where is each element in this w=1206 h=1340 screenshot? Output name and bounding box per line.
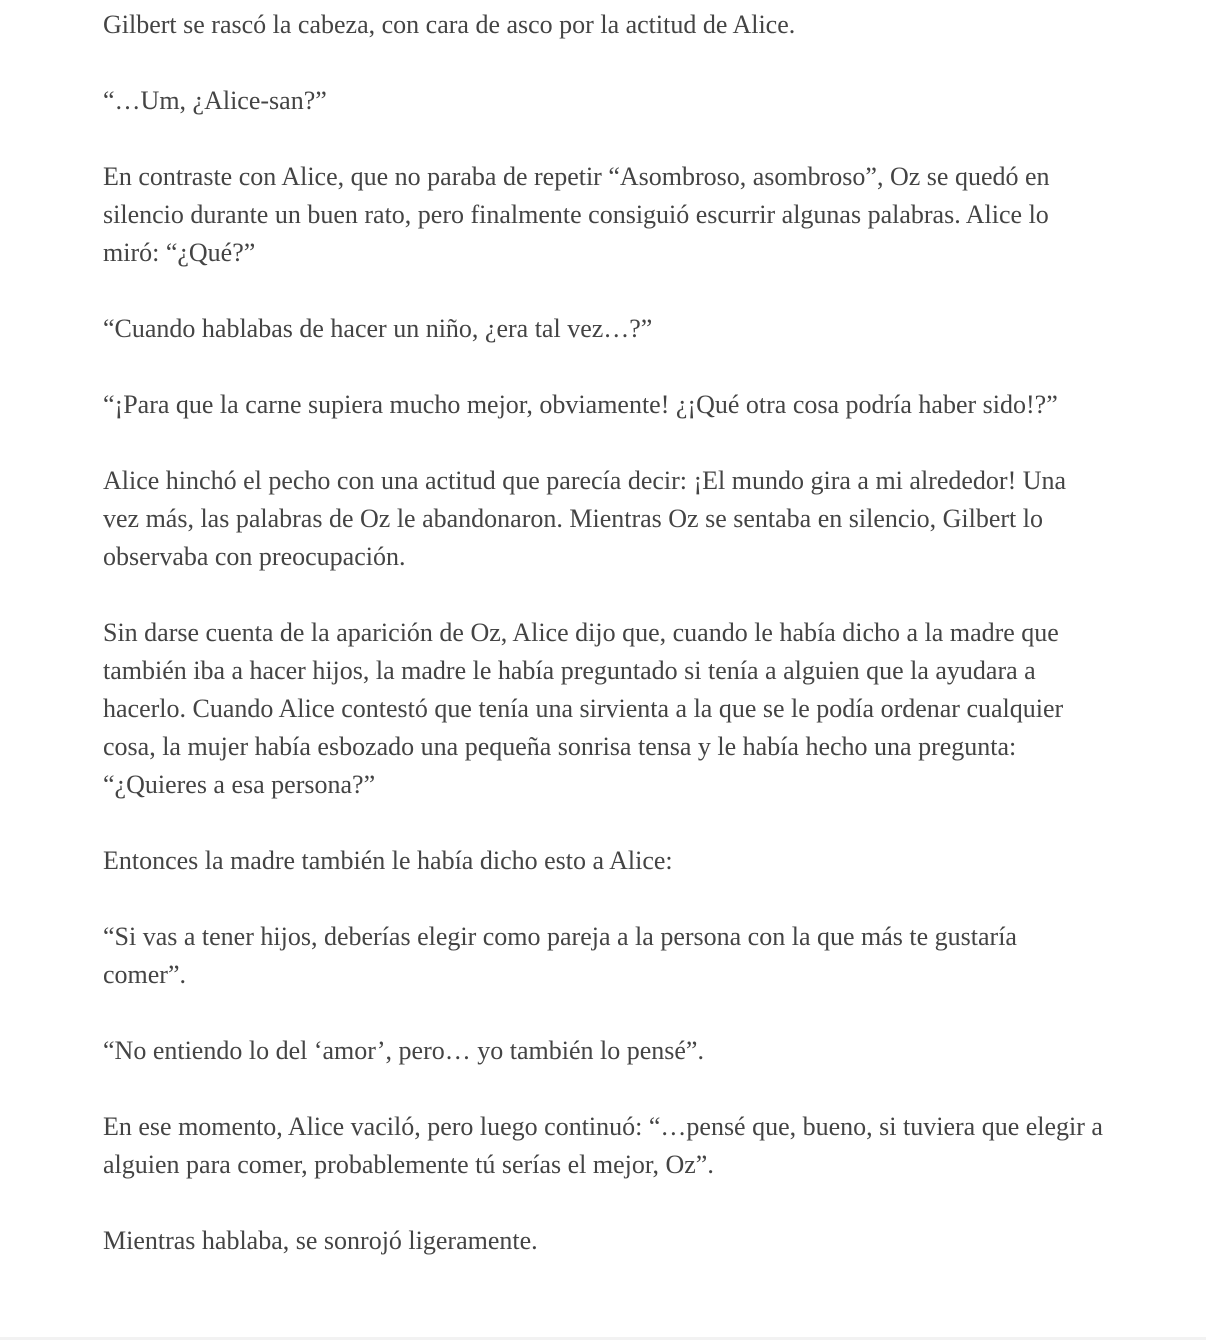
paragraph-7: Sin darse cuenta de la aparición de Oz, Alice dijo que, cuando le había dicho a la madre que también iba a hacer hijos, la madre le había preguntado si tenía a alguien que la ayudara a hacerlo. Cuando Alice contestó que tenía una sirvienta a la que se le podía ordenar cualquier cosa, la mujer había esbozado una pequeña sonrisa tensa y le había hecho una pregunta: “¿Quieres a esa persona?” <box>103 618 1064 799</box>
paragraph-10: “No entiendo lo del ‘amor’, pero… yo también lo pensé”. <box>103 1036 704 1065</box>
paragraph-12: Mientras hablaba, se sonrojó ligeramente. <box>103 1226 538 1255</box>
paragraph-5: “¡Para que la carne supiera mucho mejor, obviamente! ¿¡Qué otra cosa podría haber sido!?” <box>103 390 1058 419</box>
paragraph-1: Gilbert se rascó la cabeza, con cara de asco por la actitud de Alice. <box>103 10 796 39</box>
paragraph-4: “Cuando hablabas de hacer un niño, ¿era tal vez…?” <box>103 314 653 343</box>
paragraph-3: En contraste con Alice, que no paraba de repetir “Asombroso, asombroso”, Oz se quedó en silencio durante un buen rato, pero finalmente consiguió escurrir algunas palabras. Alice lo miró: “¿Qué?” <box>103 162 1050 267</box>
paragraph-8: Entonces la madre también le había dicho esto a Alice: <box>103 846 673 875</box>
paragraph-6: Alice hinchó el pecho con una actitud que parecía decir: ¡El mundo gira a mi alrededor! Una vez más, las palabras de Oz le abandonaron. Mientras Oz se sentaba en silencio, Gilbert lo observaba con preocupación. <box>103 466 1067 571</box>
paragraph-11: En ese momento, Alice vaciló, pero luego continuó: “…pensé que, bueno, si tuviera que elegir a alguien para comer, probablemente tú serías el mejor, Oz”. <box>103 1112 1103 1179</box>
paragraph-2: “…Um, ¿Alice-san?” <box>103 86 327 115</box>
article-body <box>103 6 1103 1260</box>
paragraph-9: “Si vas a tener hijos, deberías elegir como pareja a la persona con la que más te gustaría comer”. <box>103 922 1017 989</box>
